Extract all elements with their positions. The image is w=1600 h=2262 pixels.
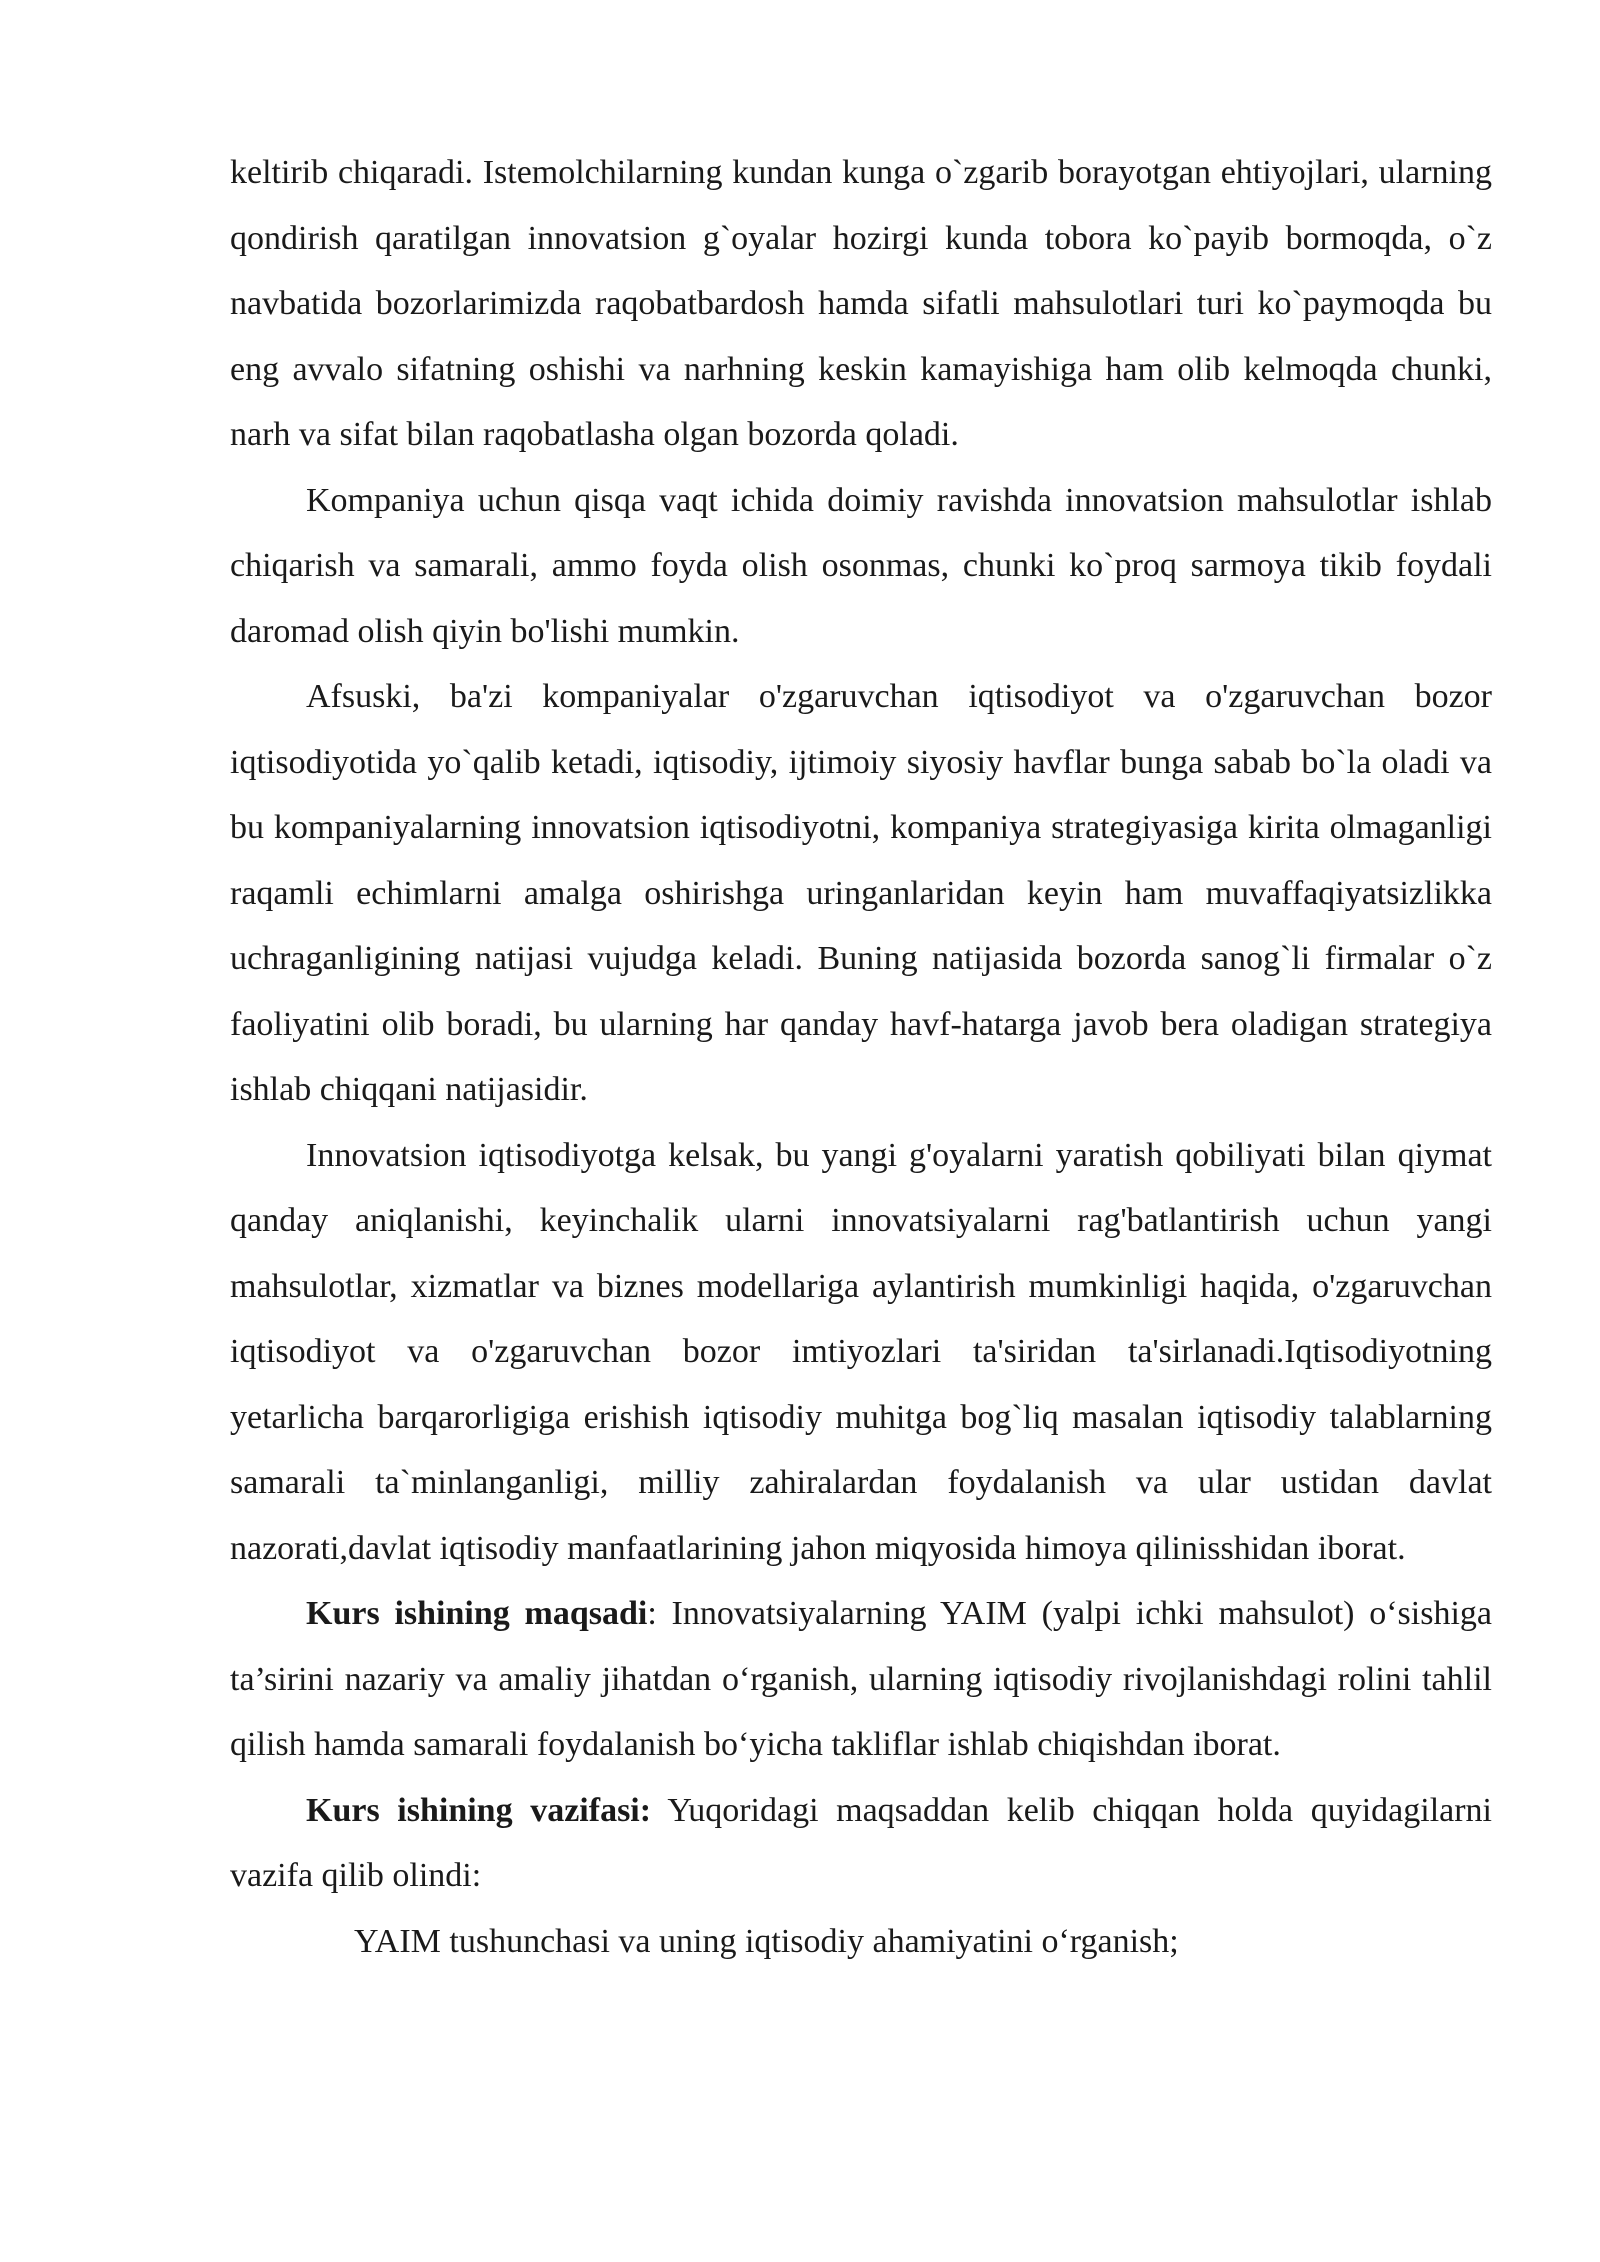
- paragraph-company-innovation: [230, 468, 1492, 665]
- paragraph-text: : Innovatsiyalarning YAIM (yalpi ichki mahsulot) o‘sishiga ta’sirini nazariy va amaliy jihatdan o‘rganish, ularning iqtisodiy rivojlanishdagi rolini tahlil qilish hamda samarali foydalanish bo‘yicha takliflar ishlab chiqishdan iborat.: [230, 1595, 1493, 1763]
- paragraph-text: YAIM tushunchasi va uning iqtisodiy ahamiyatini o‘rganish;: [354, 1922, 1179, 1960]
- paragraph-continuation: [230, 140, 1492, 468]
- document-page: [230, 140, 1492, 1974]
- course-goal-heading: Kurs ishining maqsadi: [306, 1595, 648, 1632]
- task-list-item: [230, 1909, 1492, 1975]
- paragraph-innovative-economy: [230, 1123, 1492, 1582]
- paragraph-text: keltirib chiqaradi. Istemolchilarning kundan kunga o`zgarib borayotgan ehtiyojlari, ularning qondirish qaratilgan innovatsion g`oyalar hozirgi kunda tobora ko`payib bormoqda, o`z navbatida bozorlarimizda raqobatbardosh hamda sifatli mahsulotlari turi ko`paymoqda bu eng avvalo sifatning oshishi va narhning keskin kamayishiga ham olib kelmoqda chunki, narh va sifat bilan raqobatlasha olgan bozorda qoladi.: [230, 154, 1492, 453]
- paragraph-text: Kompaniya uchun qisqa vaqt ichida doimiy ravishda innovatsion mahsulotlar ishlab chiqarish va samarali, ammo foyda olish osonmas, chunki ko`proq sarmoya tikib foydali daromad olish qiyin bo'lishi mumkin.: [230, 481, 1492, 650]
- paragraph-course-tasks: [230, 1778, 1492, 1909]
- paragraph-changing-economy: [230, 664, 1492, 1123]
- paragraph-text: Afsuski, ba'zi kompaniyalar o'zgaruvchan iqtisodiyot va o'zgaruvchan bozor iqtisodiyotida yo`qalib ketadi, iqtisodiy, ijtimoiy siyosiy havflar bunga sabab bo`la oladi va bu kompaniyalarning innovatsion iqtisodiyotni, kompaniya strategiyasiga kirita olmaganligi raqamli echimlarni amalga oshirishga uringanlaridan keyin ham muvaffaqiyatsizlikka uchraganligining natijasi vujudga keladi. Buning natijasida bozorda sanog`li firmalar o`z faoliyatini olib boradi, bu ularning har qanday havf-hatarga javob bera oladigan strategiya ishlab chiqqani natijasidir.: [230, 678, 1492, 1108]
- paragraph-text: Yuqoridagi maqsaddan kelib chiqqan holda quyidagilarni vazifa qilib olindi:: [230, 1791, 1492, 1894]
- paragraph-text: Innovatsion iqtisodiyotga kelsak, bu yangi g'oyalarni yaratish qobiliyati bilan qiymat qanday aniqlanishi, keyinchalik ularni innovatsiyalarni rag'batlantirish uchun yangi mahsulotlar, xizmatlar va biznes modellariga aylantirish mumkinligi haqida, o'zgaruvchan iqtisodiyot va o'zgaruvchan bozor imtiyozlari ta'siridan ta'sirlanadi.Iqtisodiyotning yetarlicha barqarorligiga erishish iqtisodiy muhitga bog`liq masalan iqtisodiy talablarning samarali ta`minlanganligi, milliy zahiralardan foydalanish va ular ustidan davlat nazorati,davlat iqtisodiy manfaatlarining jahon miqyosida himoya qilinisshidan iborat.: [230, 1136, 1492, 1567]
- course-tasks-heading: Kurs ishining vazifasi:: [306, 1791, 652, 1829]
- paragraph-course-goal: [230, 1581, 1492, 1778]
